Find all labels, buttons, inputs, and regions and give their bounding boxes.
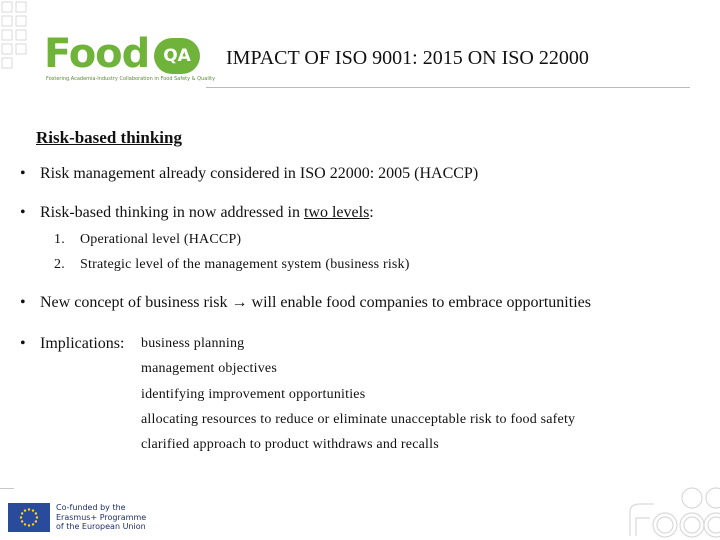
- bullet-text: :: [369, 204, 374, 221]
- foodqa-logo: [44, 31, 216, 94]
- bullet-item: [20, 294, 591, 312]
- logo-qa-badge: QA: [154, 38, 200, 74]
- bullet-dot: •: [20, 204, 26, 221]
- header-rule: [206, 87, 690, 88]
- bullet-text: New concept of business risk → will enable food companies to embrace opportunities: [40, 294, 591, 311]
- footer-rule: [0, 488, 14, 489]
- implications-label: Implications:: [40, 335, 125, 352]
- implication-item: identifying improvement opportunities: [141, 387, 366, 402]
- corner-pattern-bottom-right: [610, 470, 720, 540]
- implication-item: management objectives: [141, 361, 277, 376]
- eu-line: of the European Union: [56, 522, 146, 531]
- implication-item: allocating resources to reduce or eliminate unacceptable risk to food safety: [141, 412, 576, 427]
- corner-pattern-top-left: [0, 0, 30, 90]
- bullet-item: [20, 165, 478, 183]
- implication-item: business planning: [141, 336, 245, 351]
- eu-funding-text: [56, 503, 166, 532]
- bullet-item: [20, 204, 374, 222]
- level-number: 2.: [54, 257, 65, 272]
- eu-line: Erasmus+ Programme: [56, 512, 147, 522]
- slide-title: IMPACT OF ISO 9001: 2015 ON ISO 22000: [226, 47, 589, 69]
- level-number: 1.: [54, 232, 65, 247]
- eu-line: Co-funded by the: [56, 503, 126, 512]
- bullet-text: Risk-based thinking in now addressed in: [40, 204, 304, 221]
- level-item: [54, 257, 410, 273]
- bullet-item: [20, 335, 124, 353]
- eu-flag-icon: [8, 503, 50, 532]
- bullet-dot: •: [20, 294, 26, 311]
- bullet-dot: •: [20, 165, 26, 182]
- bullet-text-emphasis: two levels: [303, 204, 370, 221]
- bullet-dot: •: [20, 335, 26, 352]
- logo-wordmark: Food: [44, 31, 150, 77]
- level-text: Operational level (HACCP): [80, 232, 242, 247]
- level-item: [54, 232, 241, 248]
- implication-item: clarified approach to product withdraws and recalls: [141, 437, 439, 452]
- level-text: Strategic level of the management system (business risk): [80, 257, 410, 272]
- logo-tagline: Fostering Academia-Industry Collaboration in Food Safety & Quality: [46, 76, 216, 82]
- bullet-text: Risk management already considered in ISO 22000: 2005 (HACCP): [40, 165, 479, 182]
- section-heading: Risk-based thinking: [36, 128, 182, 147]
